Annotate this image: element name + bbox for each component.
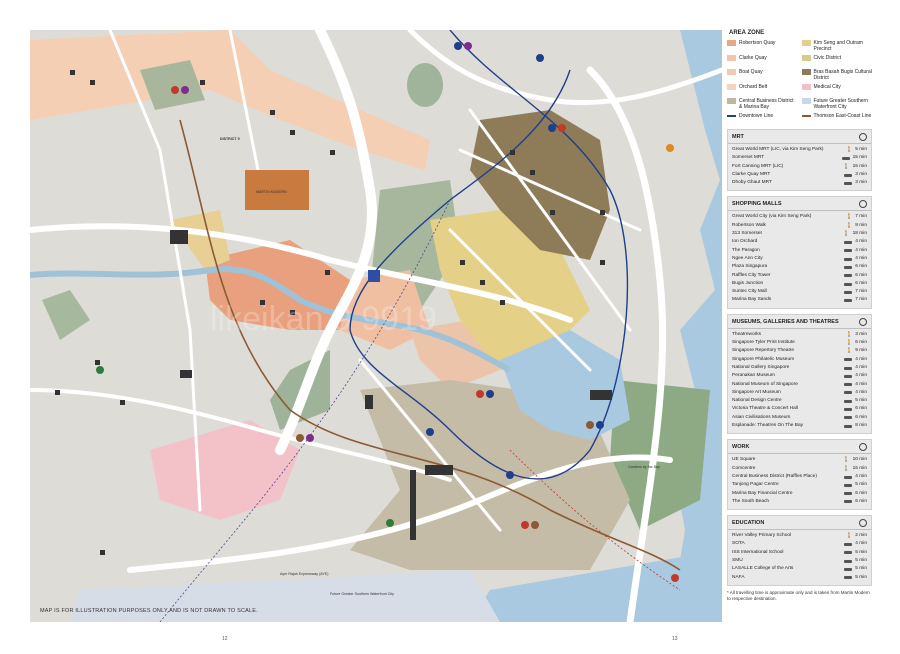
footnote: * All travelling time is approximate only and is taken from Martin Modern to respective destination. (727, 589, 870, 601)
zone-swatch (727, 69, 736, 75)
svg-text:Ayer Rajah Expressway (AYE): Ayer Rajah Expressway (AYE) (280, 572, 329, 576)
destination-name: National Gallery Singapore (732, 364, 790, 370)
destination-row (732, 331, 867, 339)
destination-name: Tanjong Pagar Centre (732, 482, 779, 488)
destination-name: Plaza Singapura (732, 264, 768, 270)
zone-legend-item (802, 55, 873, 66)
destination-row (732, 280, 867, 288)
destination-name: Suntec City Mall (732, 289, 767, 295)
car-icon (844, 576, 852, 579)
zone-swatch (802, 84, 811, 90)
travel-time: 4 min (855, 255, 867, 261)
travel-time: 6 min (855, 498, 867, 504)
destination-name: River Valley Primary School (732, 533, 792, 539)
car-icon (844, 274, 852, 277)
zone-label: Civic District (813, 55, 841, 61)
clock-icon (859, 519, 867, 527)
zone-swatch (727, 55, 736, 61)
travel-time: 6 min (855, 340, 867, 346)
svg-text:Future Greater Southern Waterf: Future Greater Southern Waterfront City (330, 592, 394, 596)
destination-row (732, 272, 867, 280)
car-icon (844, 551, 852, 554)
travel-time: 4 min (855, 247, 867, 253)
destination-row (732, 356, 867, 364)
destination-name: Marina Bay Financial Centre (732, 490, 793, 496)
travel-time-group (844, 549, 867, 557)
location-map[interactable] (30, 30, 722, 622)
car-icon (844, 258, 852, 261)
education-title: EDUCATION (732, 520, 765, 527)
destination-name: Theatreworks (732, 331, 762, 337)
destination-name: SMU (732, 557, 743, 563)
destination-row (732, 372, 867, 380)
destination-row (732, 498, 867, 506)
travel-time: 3 min (855, 180, 867, 186)
travel-time-group (843, 230, 867, 238)
destination-name: Esplanade: Theatres On The Bay (732, 423, 804, 429)
zone-swatch (727, 40, 736, 46)
walk-icon: 🚶 (846, 214, 853, 221)
destination-name: ISS International School (732, 549, 784, 555)
destination-row (732, 213, 867, 221)
travel-time-group (844, 364, 867, 372)
destination-row (732, 255, 867, 263)
zone-swatch (802, 55, 811, 61)
destination-row (732, 473, 867, 481)
travel-time: 18 min (852, 231, 867, 237)
car-icon (844, 283, 852, 286)
destination-name: UE Square (732, 457, 756, 463)
destination-row (732, 456, 867, 464)
destination-name: National Museum of Singapore (732, 381, 798, 387)
travel-time-group (846, 331, 867, 339)
car-icon (844, 500, 852, 503)
destination-row (732, 347, 867, 355)
walk-icon: 🚶 (843, 163, 850, 170)
travel-time-group (844, 356, 867, 364)
travel-time: 10 min (852, 457, 867, 463)
travel-time-group (844, 498, 867, 506)
museums-list (728, 329, 871, 434)
destination-row (732, 339, 867, 347)
walk-icon: 🚶 (846, 331, 853, 338)
destination-name: Asian Civilisations Museum (732, 414, 791, 420)
car-icon (844, 391, 852, 394)
line-label: Thomson East-Coast Line (813, 113, 872, 119)
svg-text:likeikan 9 9919: likeikan 9 9919 (210, 300, 437, 338)
destination-row (732, 296, 867, 304)
page-number-right: 13 (672, 636, 678, 642)
page-number-left: 12 (222, 636, 228, 642)
car-icon (844, 241, 852, 244)
travel-time: 5 min (855, 147, 867, 152)
destination-name: Ngee Ann City (732, 255, 763, 261)
walk-icon: 🚶 (843, 231, 850, 238)
museums-title: MUSEUMS, GALLERIES AND THEATRES (732, 318, 839, 325)
destination-row (732, 163, 867, 171)
destination-row (732, 405, 867, 413)
travel-time: 5 min (855, 398, 867, 404)
travel-time-group (846, 213, 867, 221)
car-icon (844, 266, 852, 269)
destination-name: Great World City (via Kim Seng Park) (732, 214, 812, 220)
svg-text:DISTRICT 9: DISTRICT 9 (220, 137, 240, 141)
destination-name: Central Business District (Raffles Place) (732, 473, 817, 479)
walk-icon: 🚶 (843, 457, 850, 464)
walk-icon: 🚶 (846, 147, 853, 153)
walk-icon: 🚶 (846, 222, 853, 229)
line-swatch (802, 115, 811, 117)
travel-time-group (844, 280, 867, 288)
car-icon (844, 408, 852, 411)
travel-time-group (844, 179, 867, 187)
travel-time: 7 min (855, 297, 867, 303)
travel-time: 5 min (855, 549, 867, 555)
travel-time: 15 min (852, 155, 867, 161)
travel-time-group (844, 288, 867, 296)
destination-row (732, 288, 867, 296)
zone-swatch (727, 98, 736, 104)
travel-time: 6 min (855, 280, 867, 286)
car-icon (844, 560, 852, 563)
clock-icon (859, 443, 867, 451)
mrt-title: MRT (732, 134, 744, 140)
travel-time: 9 min (855, 348, 867, 354)
walk-icon: 🚶 (846, 348, 853, 355)
destination-name: SOTA (732, 541, 745, 547)
travel-time: 4 min (855, 541, 867, 547)
area-zone-title: AREA ZONE (729, 30, 765, 36)
destination-row (732, 230, 867, 238)
mrt-list (728, 144, 871, 190)
travel-time-group (844, 238, 867, 246)
car-icon (844, 174, 852, 177)
travel-time-group (846, 222, 867, 230)
travel-time-group (844, 481, 867, 489)
car-icon (844, 416, 852, 419)
destination-name: Singapore Philatelic Museum (732, 356, 795, 362)
destination-name: Singapore Tyler Print Institute (732, 340, 795, 346)
travel-time-group (844, 473, 867, 481)
travel-time-group (844, 422, 867, 430)
travel-time-group (844, 414, 867, 422)
travel-time-group (844, 263, 867, 271)
zone-legend-item (727, 69, 798, 81)
zone-swatch (727, 84, 736, 90)
travel-time: 4 min (855, 473, 867, 479)
car-icon (844, 476, 852, 479)
zone-legend-item (727, 98, 798, 110)
travel-time: 4 min (855, 381, 867, 387)
car-icon (844, 425, 852, 428)
destination-row (732, 549, 867, 557)
car-icon (844, 249, 852, 252)
destination-row (732, 179, 867, 187)
zone-swatch (802, 40, 811, 46)
travel-time-group (844, 540, 867, 548)
travel-time: 3 min (855, 331, 867, 337)
car-icon (844, 543, 852, 546)
travel-time: 7 min (855, 214, 867, 220)
travel-time-group (844, 272, 867, 280)
travel-time: 6 min (855, 406, 867, 412)
area-zone-grid (727, 40, 872, 124)
car-icon (844, 492, 852, 495)
travel-time-group (844, 574, 867, 582)
zone-legend-item (727, 55, 798, 66)
zone-label: Central Business District & Marina Bay (739, 98, 794, 110)
travel-time-group (846, 146, 867, 154)
destination-row (732, 565, 867, 573)
travel-time-group (846, 532, 867, 540)
destination-name: Comcentre (732, 465, 756, 471)
car-icon (844, 182, 852, 185)
zone-label: Kim Seng and Outram Precinct (813, 40, 863, 52)
martin-modern-marker (368, 270, 380, 282)
travel-time-group (843, 465, 867, 473)
car-icon (844, 358, 852, 361)
travel-time: 5 min (855, 574, 867, 580)
education-list (728, 530, 871, 585)
car-icon (844, 299, 852, 302)
travel-time-group (844, 171, 867, 179)
zone-swatch (802, 69, 811, 75)
travel-time-group (846, 347, 867, 355)
travel-time-group (844, 247, 867, 255)
destination-row (732, 422, 867, 430)
map-canvas (30, 30, 722, 622)
zone-label: Medical City (813, 84, 841, 90)
destination-name: Robertson Walk (732, 222, 766, 228)
destination-row (732, 574, 867, 582)
work-list (728, 454, 871, 509)
travel-time-group (843, 163, 867, 171)
work-title: WORK (732, 444, 750, 451)
destination-name: The Paragon (732, 247, 760, 253)
zone-label: Future Greater Southern Waterfront City (813, 98, 868, 110)
travel-time-group (844, 372, 867, 380)
travel-time-group (844, 381, 867, 389)
zone-label: Clarke Quay (739, 55, 767, 61)
car-icon (844, 484, 852, 487)
destination-row (732, 414, 867, 422)
line-label: Downtown Line (739, 113, 774, 119)
car-icon (844, 400, 852, 403)
travel-time: 4 min (855, 389, 867, 395)
shopping-title: SHOPPING MALLS (732, 201, 782, 208)
svg-text:Gardens by the Bay: Gardens by the Bay (628, 465, 660, 469)
travel-time-group (844, 405, 867, 413)
shopping-section (727, 196, 872, 308)
travel-time: 6 min (855, 414, 867, 420)
line-swatch (727, 115, 736, 117)
destination-name: Great World MRT (LIC, via Kim Seng Park) (732, 147, 824, 152)
destination-row (732, 557, 867, 565)
destination-name: Dhoby Ghaut MRT (732, 180, 772, 186)
travel-time: 4 min (855, 364, 867, 370)
destination-row (732, 171, 867, 179)
destination-row (732, 540, 867, 548)
car-icon (844, 291, 852, 294)
travel-time-group (844, 557, 867, 565)
travel-time-group (844, 565, 867, 573)
zone-label: Robertson Quay (739, 40, 776, 46)
destination-name: Ion Orchard (732, 239, 758, 245)
destination-row (732, 364, 867, 372)
destination-name: 313 Somerset (732, 231, 762, 237)
car-icon (844, 375, 852, 378)
travel-time: 8 min (855, 222, 867, 228)
car-icon (844, 367, 852, 370)
travel-time: 3 min (855, 171, 867, 177)
travel-time: 5 min (855, 557, 867, 563)
clock-icon (859, 318, 867, 326)
zone-legend-item (802, 84, 873, 95)
travel-time: 8 min (855, 423, 867, 429)
travel-time: 4 min (855, 356, 867, 362)
travel-time-group (844, 296, 867, 304)
destination-name: The South Beach (732, 498, 770, 504)
line-legend-item (802, 113, 873, 124)
destination-name: Clarke Quay MRT (732, 171, 771, 177)
destination-name: Victoria Theatre & Concert Hall (732, 406, 798, 412)
destination-name: Singapore Repertory Theatre (732, 348, 795, 354)
destination-row (732, 490, 867, 498)
destination-row (732, 381, 867, 389)
travel-time-group (844, 389, 867, 397)
travel-time-group (844, 490, 867, 498)
clock-icon (859, 200, 867, 208)
travel-time: 15 min (852, 163, 867, 169)
destination-row (732, 146, 867, 154)
destination-name: LASALLE College of the Arts (732, 566, 794, 572)
travel-time-group (846, 339, 867, 347)
legend-panel (727, 30, 872, 630)
travel-time: 6 min (855, 272, 867, 278)
destination-row (732, 222, 867, 230)
education-section (727, 515, 872, 586)
destination-row (732, 481, 867, 489)
destination-name: Peranakan Museum (732, 373, 775, 379)
destination-name: National Design Centre (732, 398, 782, 404)
travel-time: 6 min (855, 490, 867, 496)
zone-legend-item (727, 84, 798, 95)
travel-time-group (843, 456, 867, 464)
work-section (727, 439, 872, 510)
zone-legend-item (802, 69, 873, 81)
destination-row (732, 397, 867, 405)
travel-time: 6 min (855, 264, 867, 270)
destination-row (732, 389, 867, 397)
svg-text:MARTIN MODERN: MARTIN MODERN (256, 190, 287, 194)
line-legend-item (727, 113, 798, 124)
destination-name: Somerset MRT (732, 155, 765, 161)
clock-icon (859, 133, 867, 141)
travel-time: 7 min (855, 289, 867, 295)
travel-time: 5 min (855, 566, 867, 572)
destination-row (732, 247, 867, 255)
zone-legend-item (727, 40, 798, 52)
travel-time: 5 min (855, 482, 867, 488)
car-icon (844, 568, 852, 571)
travel-time: 2 min (855, 533, 867, 539)
destination-row (732, 465, 867, 473)
museums-section (727, 314, 872, 435)
travel-time-group (842, 154, 867, 162)
destination-name: NAFA (732, 574, 745, 580)
zone-legend-item (802, 40, 873, 52)
destination-name: Raffles City Tower (732, 272, 771, 278)
shopping-list (728, 211, 871, 307)
walk-icon: 🚶 (846, 340, 853, 347)
zone-swatch (802, 98, 811, 104)
destination-row (732, 263, 867, 271)
destination-row (732, 532, 867, 540)
zone-label: Boat Quay (739, 69, 763, 75)
zone-label: Bras Basah Bugis Cultural District (813, 69, 872, 81)
walk-icon: 🚶 (846, 533, 853, 540)
destination-name: Marina Bay Sands (732, 297, 772, 303)
mrt-section (727, 129, 872, 191)
destination-name: Fort Canning MRT (LIC) (732, 163, 784, 169)
travel-time: 15 min (852, 465, 867, 471)
car-icon (844, 383, 852, 386)
travel-time-group (844, 255, 867, 263)
travel-time: 4 min (855, 373, 867, 379)
destination-row (732, 238, 867, 246)
map-disclaimer: MAP IS FOR ILLUSTRATION PURPOSES ONLY AND IS NOT DRAWN TO SCALE. (40, 608, 258, 614)
zone-label: Orchard Belt (739, 84, 768, 90)
destination-row (732, 154, 867, 162)
destination-name: Singapore Art Museum (732, 389, 781, 395)
car-icon (842, 157, 850, 160)
walk-icon: 🚶 (843, 465, 850, 472)
destination-name: Bugis Junction (732, 280, 764, 286)
travel-time-group (844, 397, 867, 405)
travel-time: 4 min (855, 239, 867, 245)
zone-legend-item (802, 98, 873, 110)
